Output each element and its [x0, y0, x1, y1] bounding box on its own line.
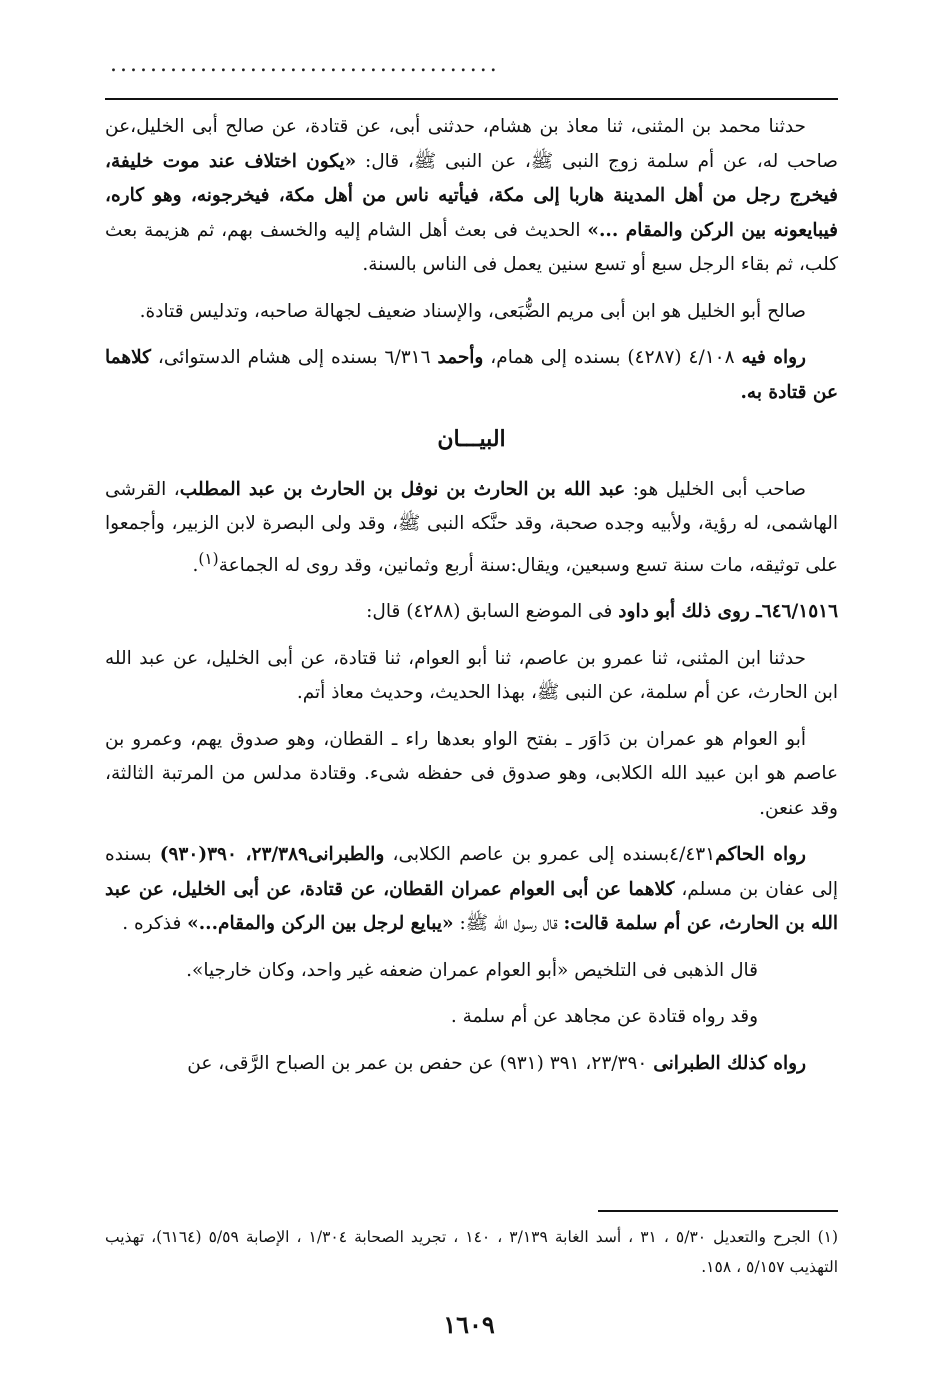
paragraph-takhrij-1 — [105, 341, 838, 410]
hadith-number: ٦٤٦/١٥١٦ـ روى ذلك أبو داود — [618, 601, 838, 623]
paragraph-isnad-grade: صالح أبو الخليل هو ابن أبى مريم الضُّبَعى، والإسناد ضعيف لجهالة صاحبه، وتدليس قتادة. — [139, 300, 806, 322]
footnote-rule — [598, 1210, 838, 1212]
takhrij-tabarani: والطبرانى٢٣/٣٨٩، ٣٩٠(٩٣٠) — [159, 844, 385, 866]
paragraph-narrators: أبو العوام هو عمران بن دَاوَر ـ بفتح الواو بعدها راء ـ القطان، وهو صدوق يهم، وعمرو بن عاصم هو ابن عبيد الله الكلابى، وهو صدوق فى حفظه شىء. وقتادة مدلس من المرتبة الثالثة، وقد عنعن. — [105, 728, 838, 819]
takhrij-matn: «يبايع لرجل بين الركن والمقام...» — [187, 913, 454, 935]
main-text — [105, 110, 838, 1093]
document-page — [100, 50, 838, 1350]
paragraph-mujahid: وقد رواه قتادة عن مجاهد عن أم سلمة . — [450, 1006, 758, 1028]
paragraph-bayan — [105, 473, 838, 584]
hadith-continuation: الحديث فى بعث أهل الشام إليه والخسف بهم، ثم هزيمة بعث كلب، ثم بقاء الرجل سبع أو تسع سنين يعمل فى الناس بالسنة. — [105, 219, 838, 275]
header-rule — [105, 98, 838, 100]
paragraph-dhahabi: قال الذهبى فى التلخيص «أبو العوام عمران ضعفه غير واحد، وكان خارجيا». — [186, 959, 758, 981]
header-dots: ....................................... — [110, 52, 500, 77]
takhrij-ref-2: ٦/٣١٦ بسنده إلى هشام الدستوائى، — [150, 347, 438, 368]
takhrij-hakim: رواه الحاكم — [715, 844, 806, 866]
takhrij-tabarani-2: رواه كذلك الطبرانى — [653, 1052, 806, 1074]
paragraph-hadith-2: حدثنا ابن المثنى، ثنا عمرو بن عاصم، ثنا أبو العوام، ثنا قتادة، عن أبى الخليل، عن عبد الله ابن الحارث، عن أم سلمة، عن النبى ﷺ، بهذا الحديث، وحديث معاذ أتم. — [105, 647, 838, 704]
takhrij-ahmad: وأحمد — [437, 347, 484, 368]
takhrij-conclusion: كلاهما عن قتادة به. — [105, 347, 838, 403]
hadith-source: فى الموضع السابق (٤٢٨٨) قال: — [366, 601, 619, 623]
page-number: ١٦٠٩ — [443, 1310, 495, 1339]
takhrij-chain: كلاهما عن أبى العوام عمران القطان، عن قتادة، عن أبى الخليل، عن عبد الله بن الحارث، عن أم سلمة قالت: — [105, 878, 838, 935]
paragraph-takhrij-3 — [105, 1047, 838, 1082]
paragraph-takhrij-2 — [105, 838, 838, 942]
paragraph-hadith-1 — [105, 110, 838, 283]
footnote-1: (١) الجرح والتعديل ٥/٣٠ ، ٣١ ، أسد الغابة ٣/١٣٩ ، ١٤٠ ، تجريد الصحابة ١/٣٠٤ ، الإصابة ٥/٥٩ (٦١٦٤)، تهذيب التهذيب ٥/١٥٧ ، ١٥٨. — [105, 1228, 839, 1276]
isnad-text: حدثنا محمد بن المثنى، ثنا معاذ بن هشام، حدثنى أبى، عن قتادة، عن صالح أبى الخليل،عن صاحب له، عن أم سلمة زوج النبى ﷺ، عن النبى ﷺ، قال: — [105, 116, 838, 172]
takhrij-tabarani-ref: بسنده إلى عفان بن مسلم، — [105, 844, 838, 900]
narrator-name: عبد الله بن الحارث بن نوفل بن الحارث بن عبد المطلب — [179, 478, 626, 500]
footnotes — [105, 1222, 838, 1282]
footnote-ref[interactable]: (١) — [198, 549, 219, 568]
bio-end: . — [192, 554, 199, 576]
takhrij-end: فذكره . — [122, 913, 188, 935]
paragraph-numbered-hadith — [105, 595, 838, 630]
narrator-bio: ، القرشى الهاشمى، له رؤية، ولأبيه وجده صحبة، وقد حنَّكه النبى ﷺ، وقد ولى البصرة لابن الزبير، وأجمعوا على توثيقه، مات سنة تسع وسبعين، ويقال:سنة أربع وثمانين، وقد روى له الجماعة — [105, 478, 838, 576]
takhrij-ref: ٤/١٠٨ (٤٢٨٧) بسنده إلى همام، — [483, 347, 742, 368]
takhrij-hakim-ref: ٤/٤٣١بسنده إلى عمرو بن عاصم الكلابى، — [384, 844, 716, 866]
takhrij-tabarani-2-ref: ٢٣/٣٩٠، ٣٩١ (٩٣١) عن حفص بن عمر بن الصباح الرَّقى، عن — [187, 1052, 654, 1074]
bayan-intro: صاحب أبى الخليل هو: — [625, 478, 806, 500]
matn-text: «يكون اختلاف عند موت خليفة، فيخرج رجل من أهل المدينة هاربا إلى مكة، فيأتيه ناس من أهل مكة، فيخرجونه، وهو كاره، فيبايعونه بين الركن والمقام ...» — [105, 150, 838, 241]
section-title: البيـــان — [437, 426, 506, 452]
takhrij-label: رواه فيه — [741, 347, 806, 368]
takhrij-said: قال رسول الله ﷺ: — [453, 913, 564, 935]
